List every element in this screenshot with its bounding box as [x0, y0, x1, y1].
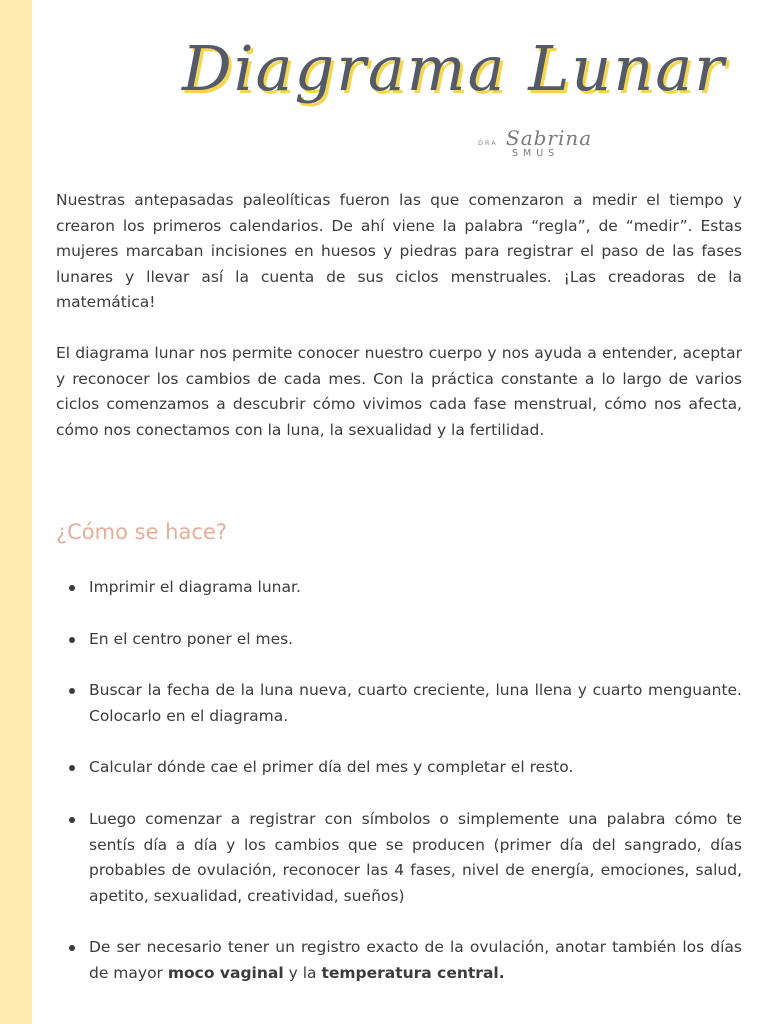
step-text: Luego comenzar a registrar con símbolos o simplemente una palabra cómo te sentís día a día y los cambios que se producen (primer día del sangrado, días probables de ovulación, reconocer las 4 fases, nivel de energía, emociones, salud, apetito, sexualidad, creatividad, sueños) — [89, 809, 742, 905]
page-title: Diagrama Lunar — [182, 32, 726, 105]
bullet-icon — [69, 945, 75, 951]
bold-term-temperatura-central: temperatura central. — [321, 963, 505, 982]
intro-paragraph: El diagrama lunar nos permite conocer nuestro cuerpo y nos ayuda a entender, aceptar y reconocer los cambios de cada mes. Con la práctica constante a lo largo de varios ciclos comenzamos a descubrir cómo vivimos cada fase menstrual, cómo nos afecta, cómo nos conectamos con la luna, la sexualidad y la fertilidad. — [56, 343, 742, 439]
bullet-icon — [69, 765, 75, 771]
step-text-part: De ser necesario tener un registro exacto de la ovulación, anotar también los días de mayor — [89, 938, 742, 982]
bullet-icon — [69, 688, 75, 694]
intro-text — [56, 188, 742, 443]
bullet-icon — [69, 585, 75, 591]
bullet-icon — [69, 637, 75, 643]
section-heading: ¿Cómo se hace? — [56, 520, 227, 544]
brand-signature-logo — [478, 126, 608, 162]
bullet-icon — [69, 817, 75, 823]
brand-prefix: DRA — [478, 139, 498, 147]
step-text: Calcular dónde cae el primer día del mes y completar el resto. — [89, 758, 574, 777]
list-item — [56, 678, 742, 729]
brand-last-name: SMUS — [512, 148, 560, 159]
step-text: Buscar la fecha de la luna nueva, cuarto creciente, luna llena y cuarto menguante. Colocarlo en el diagrama. — [89, 681, 742, 725]
list-item — [56, 755, 742, 781]
list-item — [56, 935, 742, 986]
intro-paragraph: Nuestras antepasadas paleolíticas fueron las que comenzaron a medir el tiempo y crearon los primeros calendarios. De ahí viene la palabra “regla”, de “medir”. Estas mujeres marcaban incisiones en huesos y piedras para registrar el paso de las fases lunares y llevar así la cuenta de sus ciclos menstruales. ¡Las creadoras de la matemática! — [56, 191, 742, 312]
brand-first-name: Sabrina — [506, 126, 593, 150]
step-text-part: y la — [283, 963, 322, 982]
step-text: Imprimir el diagrama lunar. — [89, 578, 301, 596]
list-item — [56, 575, 742, 601]
step-text: En el centro poner el mes. — [89, 629, 294, 648]
list-item — [56, 807, 742, 909]
bold-term-moco-vaginal: moco vaginal — [167, 963, 284, 982]
list-item — [56, 627, 742, 653]
steps-list — [56, 575, 742, 1013]
page-header — [0, 0, 768, 170]
